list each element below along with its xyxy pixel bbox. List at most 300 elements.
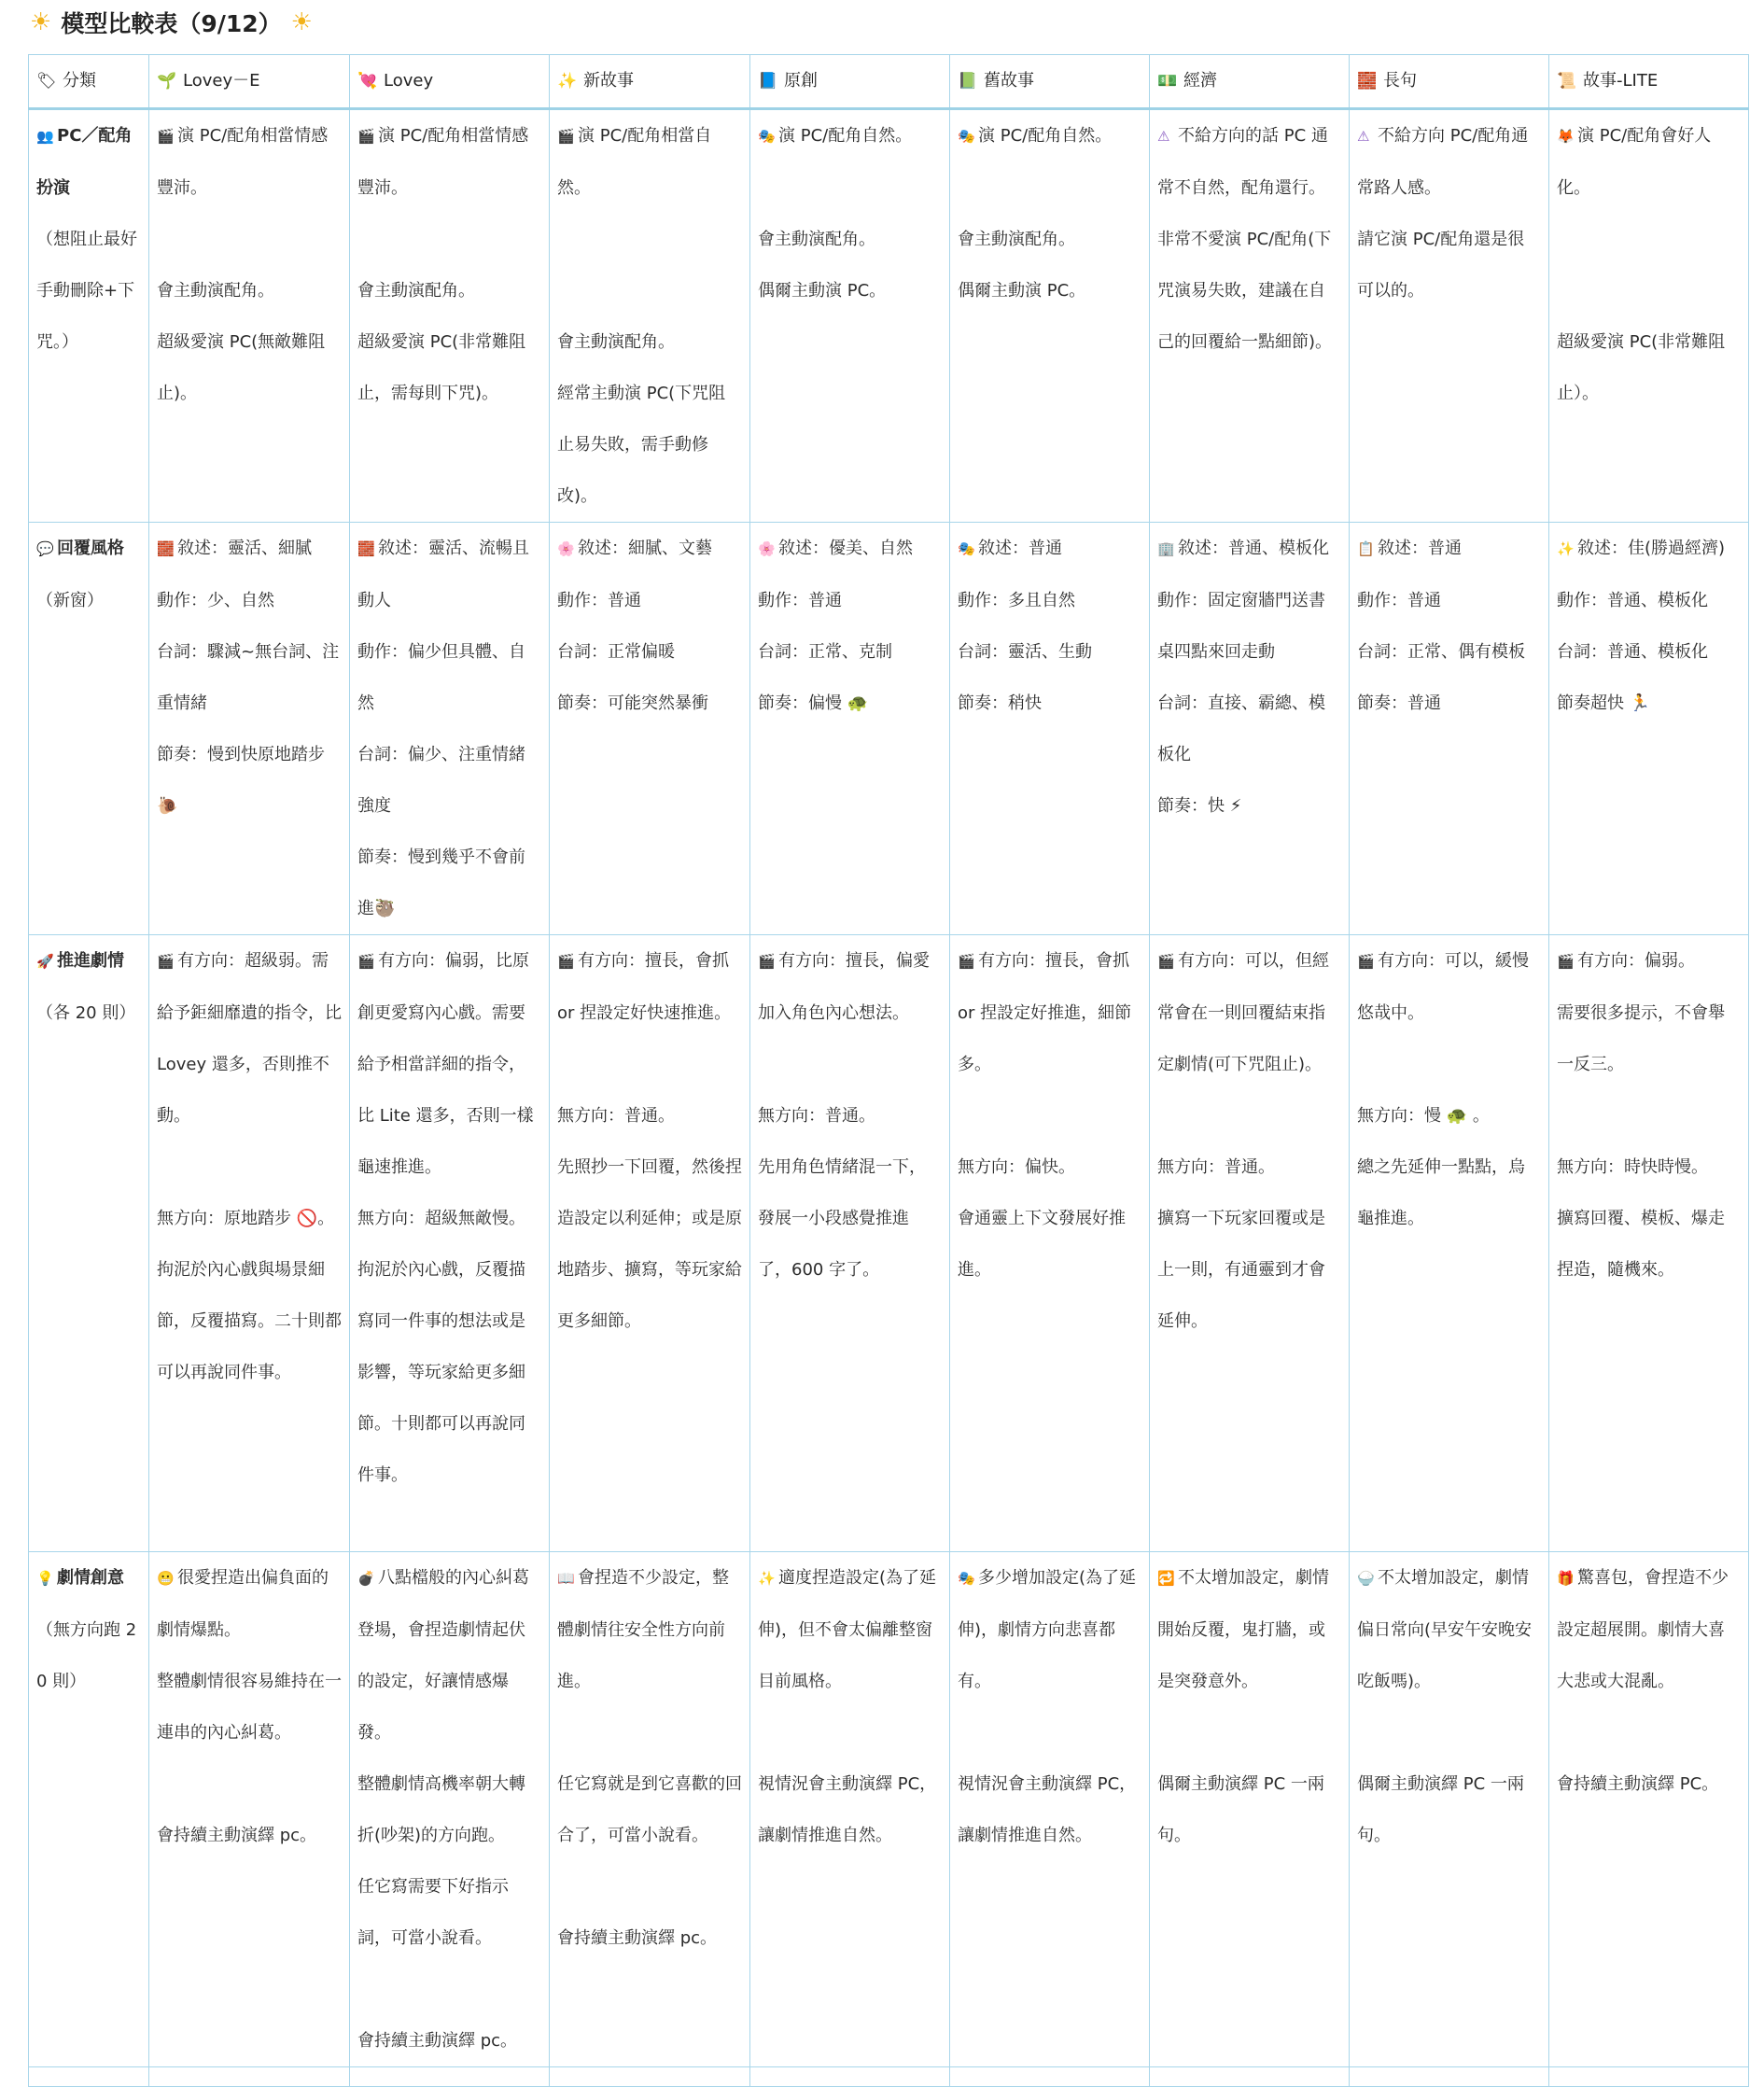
blank-line xyxy=(1157,1090,1341,1142)
cell-text: 有方向：可以，緩慢悠哉中。 xyxy=(1357,951,1529,1023)
blank-line xyxy=(157,1142,342,1193)
cell-text: 先照抄一下回覆，然後捏造設定以利延伸；或是原地踏步、擴寫，等玩家給更多細節。 xyxy=(557,1157,742,1331)
cell-text: 台詞：正常、克制 xyxy=(758,642,892,662)
cell-text: 偶爾主動演 PC。 xyxy=(758,281,887,301)
clapper-icon: 🎬 xyxy=(1357,953,1375,970)
table-cell xyxy=(1350,935,1549,1552)
cell-line xyxy=(157,1244,342,1398)
blank-line xyxy=(1557,214,1741,265)
table-cell xyxy=(1549,109,1749,523)
cell-text: 台詞：直接、霸總、模板化 xyxy=(1157,693,1325,764)
table-cell xyxy=(950,2067,1150,2087)
cell-text: 動作：普通 xyxy=(557,591,641,610)
cell-text: 非常不愛演 PC/配角(下咒演易失敗，建議在自己的回覆給一點細節)。 xyxy=(1157,230,1333,352)
table-cell xyxy=(550,523,750,935)
cell-text: 演 PC/配角自然。 xyxy=(978,126,1113,146)
cell-text: 會通靈上下文發展好推進。 xyxy=(958,1209,1126,1280)
table-cell xyxy=(950,523,1150,935)
cell-line xyxy=(958,626,1141,678)
cell-text: 台詞：偏少、注重情緒強度 xyxy=(357,745,525,816)
row-header xyxy=(29,1552,149,2067)
clapper-icon: 🎬 xyxy=(557,953,575,970)
cell-line xyxy=(958,1142,1141,1193)
table-cell xyxy=(550,109,750,523)
blank-line xyxy=(557,1707,742,1758)
table-row-roleplay xyxy=(29,109,1749,523)
cell-line xyxy=(958,575,1141,626)
cell-text: 有方向：擅長，偏愛加入角色內心想法。 xyxy=(758,951,930,1023)
cell-text: 會主動演配角。 xyxy=(758,230,875,249)
clapper-icon: 🎬 xyxy=(958,953,975,970)
blank-line xyxy=(557,214,742,265)
table-cell xyxy=(1549,935,1749,1552)
cell-line xyxy=(758,626,942,678)
cell-line xyxy=(1557,935,1741,987)
cell-text: 擴寫一下玩家回覆或是上一則，有通靈到才會延伸。 xyxy=(1157,1209,1325,1331)
cell-line xyxy=(1157,1193,1341,1347)
cell-text: 敘述：優美、自然 xyxy=(778,539,913,558)
table-cell xyxy=(550,935,750,1552)
cell-line xyxy=(1157,935,1341,1090)
page-title xyxy=(30,4,313,41)
cell-line xyxy=(1557,678,1741,729)
column-header xyxy=(550,55,750,109)
blank-line xyxy=(758,1707,942,1758)
cell-text: 會主動演配角。 xyxy=(557,332,675,352)
cell-text: 會捏造不少設定，整體劇情往安全性方向前進。 xyxy=(557,1568,729,1691)
column-header-label: 舊故事 xyxy=(984,71,1034,91)
masks-icon: 🎭 xyxy=(958,1570,975,1587)
cell-line xyxy=(557,368,742,522)
green-book-icon: 📗 xyxy=(958,72,978,91)
cell-line xyxy=(758,214,942,265)
cell-text: 動作：普通 xyxy=(758,591,842,610)
sun-icon: ☀ xyxy=(30,8,52,36)
cell-line xyxy=(557,523,742,575)
cell-line xyxy=(357,935,541,1193)
table-cell xyxy=(750,109,950,523)
cell-text: 很愛捏造出偏負面的劇情爆點。 xyxy=(157,1568,329,1640)
blue-book-icon: 📘 xyxy=(758,72,778,91)
table-cell xyxy=(550,1552,750,2067)
blank-line xyxy=(557,1861,742,1912)
cell-text: 無方向：原地踏步 🚫。 xyxy=(157,1209,335,1228)
table-cell xyxy=(1150,935,1350,1552)
column-header-label: 長句 xyxy=(1383,71,1417,91)
table-cell xyxy=(149,109,350,523)
cell-line xyxy=(1557,987,1741,1090)
cell-text: 無方向：普通。 xyxy=(758,1106,875,1126)
column-header-label: 分類 xyxy=(63,71,96,91)
blank-line xyxy=(557,265,742,316)
column-header xyxy=(29,55,149,109)
cell-text: 無方向：慢 🐢 。 xyxy=(1357,1106,1490,1126)
cell-text: 節奏：快 ⚡ xyxy=(1157,796,1242,816)
cell-text: 台詞：普通、模板化 xyxy=(1557,642,1708,662)
table-header-row xyxy=(29,55,1749,109)
cell-line xyxy=(758,935,942,1039)
blank-line xyxy=(958,1707,1141,1758)
cell-text: 節奏超快 🏃 xyxy=(1557,693,1651,713)
row-header xyxy=(29,523,149,935)
clapper-icon: 🎬 xyxy=(557,128,575,145)
cell-line xyxy=(1357,214,1541,316)
cell-text: 敘述：細膩、文藝 xyxy=(578,539,712,558)
bulb-icon: 💡 xyxy=(36,1570,54,1587)
cell-text: 偶爾主動演繹 PC 一兩句。 xyxy=(1357,1774,1524,1845)
table-cell xyxy=(550,2067,750,2087)
cell-text: 多少增加設定(為了延伸)，劇情方向悲喜都有。 xyxy=(958,1568,1137,1691)
table-cell xyxy=(1350,1552,1549,2067)
cell-line xyxy=(758,110,942,162)
table-cell xyxy=(950,1552,1150,2067)
cell-text: 無方向：超級無敵慢。 xyxy=(357,1209,525,1228)
cell-line xyxy=(958,110,1141,162)
cell-text: 適度捏造設定(為了延伸)，但不會太偏離整窗目前風格。 xyxy=(758,1568,937,1691)
cell-text: 視情況會主動演繹 PC，讓劇情推進自然。 xyxy=(758,1774,937,1845)
cell-line xyxy=(1157,1552,1341,1707)
cell-text: 擴寫回覆、模板、爆走捏造，隨機來。 xyxy=(1557,1209,1725,1280)
cell-line xyxy=(1557,523,1741,575)
clapper-icon: 🎬 xyxy=(1157,953,1175,970)
cell-line xyxy=(958,678,1141,729)
money-icon: 💵 xyxy=(1157,72,1178,91)
table-cell xyxy=(1549,523,1749,935)
cell-line xyxy=(1357,1552,1541,1707)
cell-line xyxy=(1557,1142,1741,1193)
cell-text: 會持續主動演繹 pc。 xyxy=(357,2031,518,2051)
column-header-label: 原創 xyxy=(784,71,818,91)
blank-line xyxy=(1357,1039,1541,1090)
blank-line xyxy=(1157,1707,1341,1758)
row-header-note: （新窗） xyxy=(36,591,104,610)
blank-line xyxy=(758,162,942,214)
brick-icon: 🧱 xyxy=(157,540,175,557)
cell-text: 演 PC/配角相當情感豐沛。 xyxy=(157,126,329,198)
masks-icon: 🎭 xyxy=(958,128,975,145)
cell-text: 台詞：驟減~無台詞、注重情緒 xyxy=(157,642,340,713)
book-icon: 📖 xyxy=(557,1570,575,1587)
cell-line xyxy=(1557,110,1741,214)
table-cell xyxy=(1549,1552,1749,2067)
cell-line xyxy=(357,265,541,316)
bomb-icon: 💣 xyxy=(357,1570,375,1587)
cell-text: 不給方向的話 PC 通常不自然，配角還行。 xyxy=(1157,126,1328,198)
bowl-icon: 🍚 xyxy=(1357,1570,1375,1587)
scroll-icon: 📜 xyxy=(1557,72,1577,91)
table-cell xyxy=(149,1552,350,2067)
cell-line xyxy=(958,214,1141,265)
people-icon: 👥 xyxy=(36,128,54,145)
cell-line xyxy=(758,1090,942,1142)
table-cell xyxy=(350,2067,550,2087)
table-cell xyxy=(1350,2067,1549,2087)
cell-line xyxy=(157,1810,342,1861)
blank-line xyxy=(357,214,541,265)
clapper-icon: 🎬 xyxy=(157,128,175,145)
cell-text: 節奏：稍快 xyxy=(958,693,1042,713)
cell-line xyxy=(357,1861,541,1964)
cell-line xyxy=(758,1142,942,1296)
column-header xyxy=(1549,55,1749,109)
cell-line xyxy=(157,110,342,214)
row-header-label: 推進劇情 xyxy=(57,951,124,971)
cell-text: 會持續主動演繹 pc。 xyxy=(557,1928,718,1948)
repeat-icon: 🔁 xyxy=(1157,1570,1175,1587)
cell-text: 偶爾主動演 PC。 xyxy=(958,281,1086,301)
table-row-partial xyxy=(29,2067,1749,2087)
cell-line xyxy=(1157,1142,1341,1193)
cell-text: 有方向：偏弱。 xyxy=(1577,951,1695,971)
cell-line xyxy=(1157,523,1341,575)
cell-line xyxy=(357,1758,541,1861)
cell-text: 會持續主動演繹 pc。 xyxy=(157,1826,317,1845)
rocket-icon: 🚀 xyxy=(36,953,54,970)
masks-icon: 🎭 xyxy=(958,540,975,557)
cell-line xyxy=(157,729,342,832)
sparkles-icon: ✨ xyxy=(557,72,578,91)
row-header xyxy=(29,109,149,523)
cell-line xyxy=(1157,575,1341,678)
table-cell xyxy=(1350,109,1549,523)
table-cell xyxy=(750,1552,950,2067)
table-cell xyxy=(750,523,950,935)
cell-line xyxy=(1157,780,1341,832)
building-icon: 🏢 xyxy=(1157,540,1175,557)
blank-line xyxy=(758,1039,942,1090)
cell-text: 動作：普通 xyxy=(1357,591,1441,610)
cell-line xyxy=(958,935,1141,1090)
clapper-icon: 🎬 xyxy=(1557,953,1575,970)
cell-line xyxy=(557,110,742,214)
table-cell xyxy=(1150,1552,1350,2067)
cell-line xyxy=(1357,626,1541,678)
cell-line xyxy=(958,1758,1141,1861)
cell-text: 動作：普通、模板化 xyxy=(1557,591,1708,610)
blank-line xyxy=(557,1039,742,1090)
cell-text: 動作：固定窗牆門送書桌四點來回走動 xyxy=(1157,591,1325,662)
cell-line xyxy=(357,1552,541,1758)
cell-text: 拘泥於內心戲與場景細節，反覆描寫。二十則都可以再說同件事。 xyxy=(157,1260,342,1382)
cell-line xyxy=(357,729,541,832)
table-cell xyxy=(1150,109,1350,523)
cell-text: 台詞：靈活、生動 xyxy=(958,642,1092,662)
cell-line xyxy=(758,1758,942,1861)
table-row-creative xyxy=(29,1552,1749,2067)
cell-line xyxy=(1357,110,1541,214)
cell-line xyxy=(1557,1758,1741,1810)
cell-line xyxy=(357,2015,541,2066)
cell-text: 整體劇情很容易維持在一連串的內心糾葛。 xyxy=(157,1672,342,1743)
speech-icon: 💬 xyxy=(36,540,54,557)
notepad-icon: 📋 xyxy=(1357,540,1375,557)
cell-line xyxy=(1557,575,1741,626)
cell-text: 有方向：可以，但經常會在一則回覆結束指定劇情(可下咒阻止)。 xyxy=(1157,951,1329,1074)
row-header-note: （想阻止最好手動刪除+下咒。） xyxy=(36,230,137,352)
cell-line xyxy=(357,1193,541,1244)
cell-text: 演 PC/配角自然。 xyxy=(778,126,913,146)
cell-line xyxy=(758,265,942,316)
table-cell xyxy=(149,935,350,1552)
cell-line xyxy=(357,626,541,729)
column-header-label: Lovey－E xyxy=(183,71,260,91)
cell-text: 偶爾主動演繹 PC 一兩句。 xyxy=(1157,1774,1324,1845)
row-header xyxy=(29,935,149,1552)
blank-line xyxy=(1357,1707,1541,1758)
blank-line xyxy=(1557,1090,1741,1142)
cell-line xyxy=(1357,1758,1541,1861)
cell-text: 敘述：普通、模板化 xyxy=(1178,539,1329,558)
cell-text: 會主動演配角。 xyxy=(357,281,475,301)
cell-line xyxy=(1157,1758,1341,1861)
cell-text: 演 PC/配角會好人化。 xyxy=(1557,126,1712,198)
table-cell xyxy=(750,2067,950,2087)
blank-line xyxy=(157,214,342,265)
cell-line xyxy=(357,1244,541,1501)
cell-line xyxy=(357,523,541,626)
column-header xyxy=(1350,55,1549,109)
cell-text: 超級愛演 PC(非常難阻止）。 xyxy=(1557,332,1726,403)
column-header xyxy=(1150,55,1350,109)
table-cell xyxy=(1150,2067,1350,2087)
cell-line xyxy=(1557,1552,1741,1707)
cell-line xyxy=(758,1552,942,1707)
cell-line xyxy=(557,316,742,368)
cell-text: 有方向：超級弱。需給予鉅細靡遺的指令，比 Lovey 還多，否則推不動。 xyxy=(157,951,342,1126)
column-header-label: 新故事 xyxy=(583,71,634,91)
cell-text: 整體劇情高機率朝大轉折(吵架)的方向跑。 xyxy=(357,1774,525,1845)
cell-text: 超級愛演 PC(無敵難阻止)。 xyxy=(157,332,326,403)
blank-line xyxy=(958,162,1141,214)
cell-text: 節奏：慢到快原地踏步 🐌 xyxy=(157,745,325,816)
cell-line xyxy=(958,523,1141,575)
column-header-label: 經濟 xyxy=(1183,71,1217,91)
cell-text: 演 PC/配角相當情感豐沛。 xyxy=(357,126,529,198)
cell-line xyxy=(557,935,742,1039)
cell-text: 節奏：普通 xyxy=(1357,693,1441,713)
tag-icon: 🏷 xyxy=(36,72,57,91)
table-row-plot xyxy=(29,935,1749,1552)
cell-line xyxy=(357,110,541,214)
cell-text: 無方向：偏快。 xyxy=(958,1157,1075,1177)
heart-icon: 💘 xyxy=(357,72,378,91)
cell-line xyxy=(1157,678,1341,780)
cell-text: 任它寫需要下好指示詞，可當小說看。 xyxy=(357,1877,509,1948)
cell-line xyxy=(958,1193,1141,1296)
cell-line xyxy=(557,575,742,626)
cell-text: 動作：多且自然 xyxy=(958,591,1075,610)
blank-line xyxy=(1557,1707,1741,1758)
blank-line xyxy=(357,1964,541,2015)
cell-text: 有方向：擅長，會抓 or 捏設定好快速推進。 xyxy=(557,951,732,1023)
blank-line xyxy=(1557,265,1741,316)
cell-line xyxy=(157,626,342,729)
clapper-icon: 🎬 xyxy=(758,953,776,970)
cell-text: 會持續主動演繹 PC。 xyxy=(1557,1774,1719,1794)
blank-line xyxy=(157,1758,342,1810)
table-cell xyxy=(1350,523,1549,935)
cell-line xyxy=(1157,214,1341,368)
cell-line xyxy=(1357,1090,1541,1142)
cell-line xyxy=(1357,523,1541,575)
page-title-text: 模型比較表（9/12） xyxy=(61,10,282,37)
cell-line xyxy=(157,935,342,1142)
cell-line xyxy=(157,1193,342,1244)
cell-text: 需要很多提示，不會舉一反三。 xyxy=(1557,1003,1725,1074)
cell-line xyxy=(157,1656,342,1758)
brick-icon: 🧱 xyxy=(357,540,375,557)
cell-text: 有方向：偏弱，比原創更愛寫內心戲。需要給予相當詳細的指令，比 Lite 還多，否則一樣龜速推進。 xyxy=(357,951,534,1177)
cell-text: 台詞：正常偏暖 xyxy=(557,642,675,662)
cell-text: 總之先延伸一點點，烏龜推進。 xyxy=(1357,1157,1525,1228)
cell-text: 動作：少、自然 xyxy=(157,591,274,610)
cell-line xyxy=(758,575,942,626)
cell-text: 節奏：慢到幾乎不會前進🦥 xyxy=(357,847,525,918)
cell-line xyxy=(557,1758,742,1861)
table-cell xyxy=(1549,2067,1749,2087)
cell-line xyxy=(557,1552,742,1707)
cell-line xyxy=(1157,110,1341,214)
cell-text: 動作：偏少但具體、自然 xyxy=(357,642,525,713)
cell-text: 拘泥於內心戲，反覆描寫同一件事的想法或是影響，等玩家給更多細節。十則都可以再說同件事。 xyxy=(357,1260,525,1485)
cell-line xyxy=(157,265,342,316)
table-cell xyxy=(149,2067,350,2087)
cell-text: 八點檔般的內心糾葛登場，會捏造劇情起伏的設定，好讓情感爆發。 xyxy=(357,1568,529,1743)
cell-line xyxy=(557,1912,742,1964)
cell-text: 任它寫就是到它喜歡的回合了，可當小說看。 xyxy=(557,1774,742,1845)
cell-line xyxy=(1357,935,1541,1039)
table-cell xyxy=(350,1552,550,2067)
grin-icon: 😬 xyxy=(157,1570,175,1587)
cell-line xyxy=(1357,1142,1541,1244)
cell-text: 會主動演配角。 xyxy=(157,281,274,301)
table-cell xyxy=(149,523,350,935)
sprout-icon: 🌱 xyxy=(157,72,177,91)
cell-line xyxy=(557,626,742,678)
cell-line xyxy=(157,575,342,626)
cell-text: 節奏：偏慢 🐢 xyxy=(758,693,869,713)
cell-line xyxy=(157,316,342,419)
sun-icon: ☀ xyxy=(290,8,313,36)
cell-line xyxy=(157,523,342,575)
table-cell xyxy=(350,935,550,1552)
masks-icon: 🎭 xyxy=(758,128,776,145)
cell-text: 不太增加設定，劇情開始反覆，鬼打牆，或是突發意外。 xyxy=(1157,1568,1329,1691)
cell-line xyxy=(357,316,541,419)
cell-text: 敘述：靈活、細膩 xyxy=(177,539,312,558)
table-cell xyxy=(950,109,1150,523)
cell-line xyxy=(557,1090,742,1142)
table-cell xyxy=(350,523,550,935)
table-row-style xyxy=(29,523,1749,935)
row-header-note: （無方向跑 20 則） xyxy=(36,1620,137,1691)
column-header xyxy=(750,55,950,109)
column-header-label: Lovey xyxy=(384,71,434,91)
cell-text: 先用角色情緒混一下，發展一小段感覺推進了，600 字了。 xyxy=(758,1157,926,1280)
warning-icon: ⚠ xyxy=(1357,128,1370,145)
clapper-icon: 🎬 xyxy=(357,128,375,145)
cell-text: 敘述：佳(勝過經濟) xyxy=(1577,539,1726,558)
cell-text: 驚喜包，會捏造不少設定超展開。劇情大喜大悲或大混亂。 xyxy=(1557,1568,1729,1691)
row-header-label: 回覆風格 xyxy=(57,539,124,558)
cell-line xyxy=(557,678,742,729)
cell-line xyxy=(157,1552,342,1656)
cell-text: 節奏：可能突然暴衝 xyxy=(557,693,708,713)
cell-text: 無方向：時快時慢。 xyxy=(1557,1157,1708,1177)
table-cell xyxy=(950,935,1150,1552)
cell-line xyxy=(1357,678,1541,729)
cell-text: 會主動演配角。 xyxy=(958,230,1075,249)
